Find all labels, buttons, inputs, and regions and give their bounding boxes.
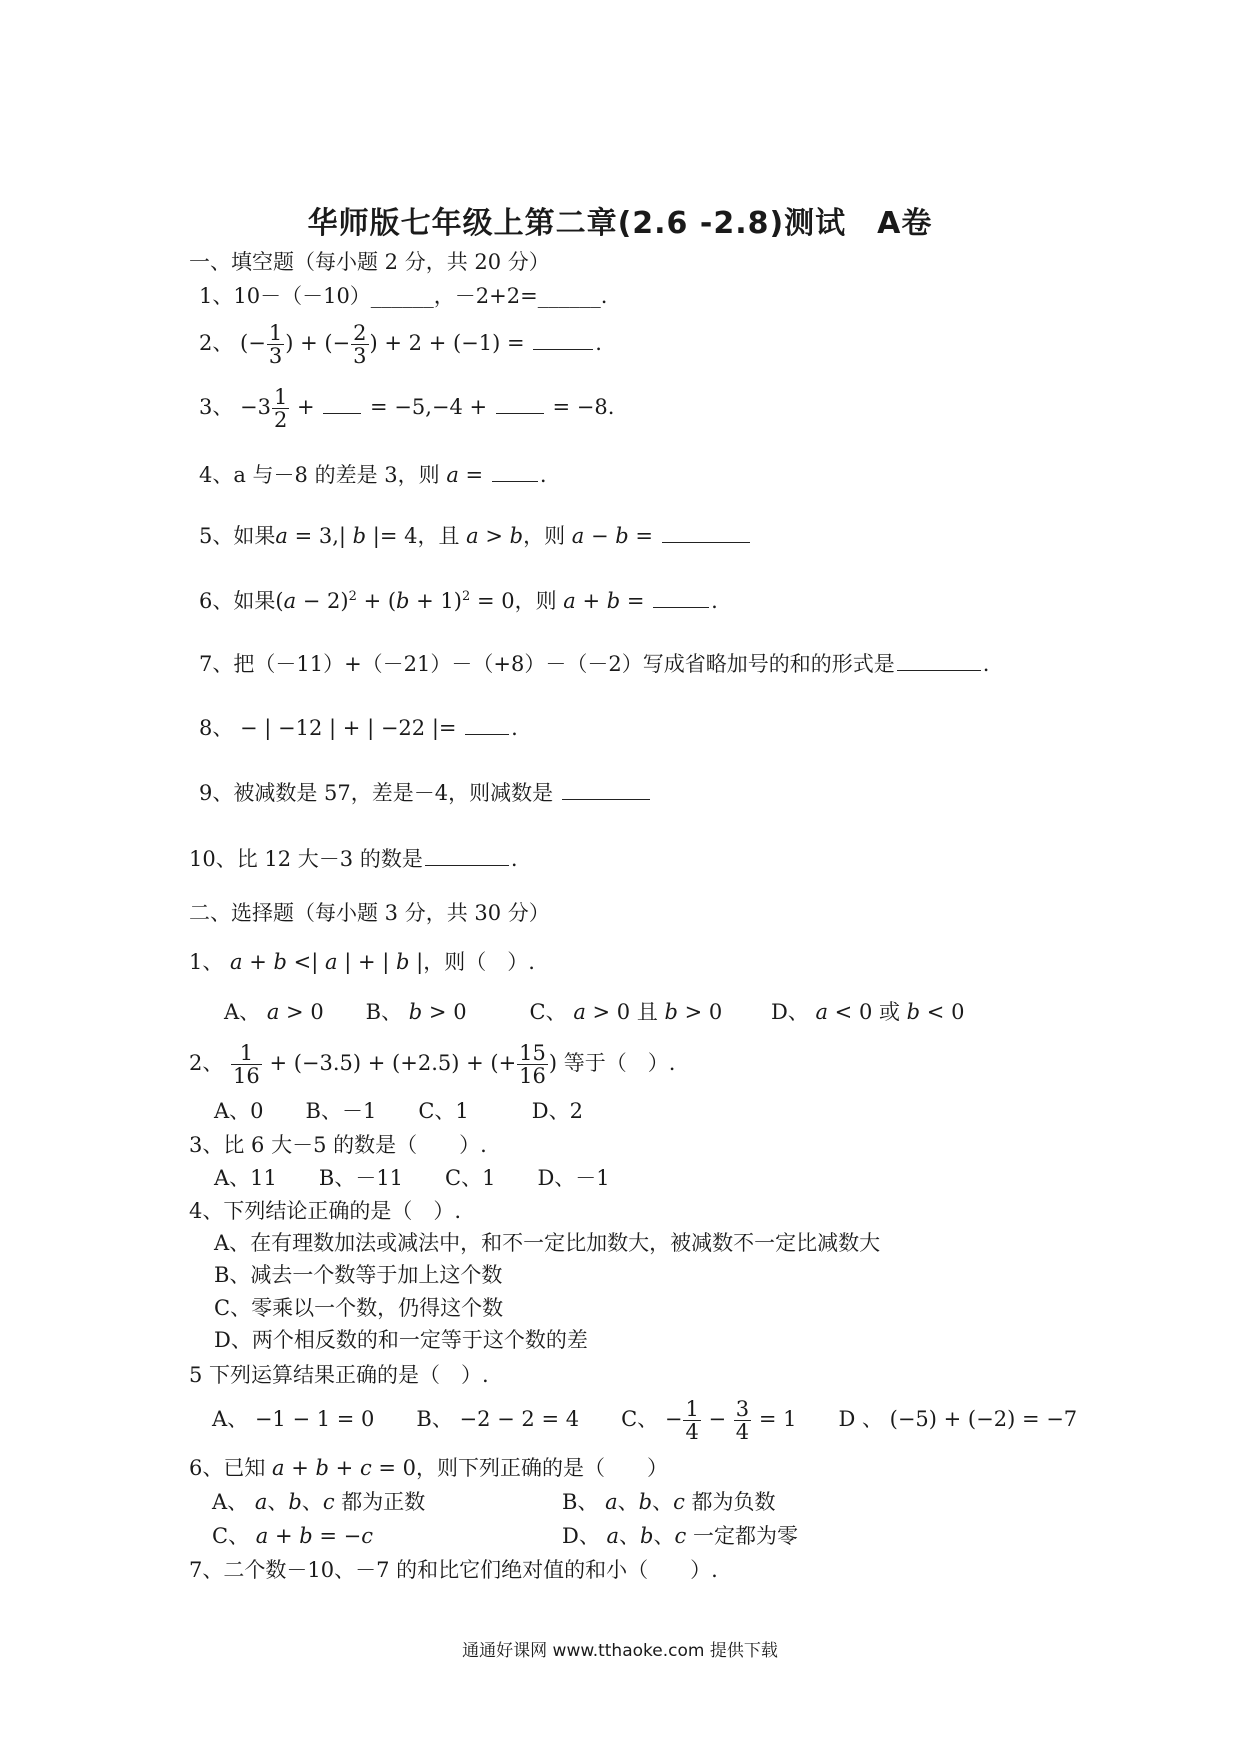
choice-question-5: 5 下列运算结果正确的是（ ）. bbox=[189, 1363, 489, 1387]
fraction: $\frac{2}{3}$ bbox=[353, 321, 367, 369]
choice-question-3: 3、比 6 大－5 的数是（ ）. bbox=[189, 1133, 487, 1157]
choice-question-7: 7、二个数－10、－7 的和比它们绝对值的和小（ ）. bbox=[189, 1558, 718, 1582]
choice-question-6-option-b: B、 a、b、c 都为负数 bbox=[562, 1490, 776, 1514]
fill-question-5: 5、如果a = 3,| b |= 4，且 a > b，则 a − b = bbox=[199, 526, 752, 547]
answer-blank bbox=[465, 733, 509, 735]
answer-blank bbox=[897, 669, 981, 671]
fill-question-1: 1、10－（－10）______，－2+2=______. bbox=[199, 284, 608, 308]
fill-question-4: 4、a 与－8 的差是 3，则 a = . bbox=[199, 463, 547, 487]
choice-question-6-option-d: D、 a、b、c 一定都为零 bbox=[562, 1524, 798, 1548]
choice-question-2-options: A、0 B、－1 C、1 D、2 bbox=[214, 1099, 583, 1123]
choice-question-6-option-c: C、 a + b = −c bbox=[212, 1524, 373, 1548]
fraction: $\frac{15}{16}$ bbox=[519, 1041, 546, 1089]
choice-question-4: 4、下列结论正确的是（ ）. bbox=[189, 1199, 462, 1223]
choice-question-3-options: A、11 B、－11 C、1 D、－1 bbox=[214, 1166, 610, 1190]
choice-question-4-option-a: A、在有理数加法或减法中，和不一定比加数大，被减数不一定比减数大 bbox=[214, 1231, 881, 1255]
answer-blank bbox=[533, 348, 593, 350]
choice-question-6-option-a: A、 a、b、c 都为正数 bbox=[212, 1490, 426, 1514]
fill-question-6: 6、如果$(a - 2)^2 + (b + 1)^2 = 0$，则 a + b = . bbox=[199, 589, 718, 613]
fraction: $\frac{1}{2}$ bbox=[274, 385, 288, 433]
answer-blank bbox=[562, 798, 650, 800]
answer-blank bbox=[496, 412, 544, 414]
section-heading-multiple-choice: 二、选择题（每小题 3 分，共 30 分） bbox=[189, 901, 550, 925]
fill-question-7: 7、把（－11）+（－21）－（+8）－（－2）写成省略加号的和的形式是 . bbox=[199, 652, 990, 676]
choice-question-1-options: A、 a > 0 B、 b > 0 C、 a > 0 且 b > 0 D、 a < 0 或 b < 0 bbox=[224, 1000, 965, 1024]
answer-blank bbox=[323, 412, 361, 414]
fill-question-9: 9、被减数是 57，差是－4，则减数是 bbox=[199, 783, 652, 804]
fraction: $\frac{3}{4}$ bbox=[735, 1397, 750, 1445]
answer-blank bbox=[492, 480, 538, 482]
fill-question-10: 10、比 12 大－3 的数是 . bbox=[189, 847, 518, 871]
choice-question-4-option-b: B、减去一个数等于加上这个数 bbox=[214, 1263, 503, 1287]
fraction: $\frac{1}{16}$ bbox=[233, 1041, 260, 1089]
choice-question-1: 1、 a + b <| a | + | b |，则（ ）. bbox=[189, 950, 535, 974]
choice-question-2: 2、 $\frac{1}{16}$ + (−3.5) + (+2.5) + (+ $\frac{15}{16}$ ) 等于（ ）. bbox=[189, 1041, 676, 1089]
choice-question-4-option-d: D、两个相反数的和一定等于这个数的差 bbox=[214, 1328, 588, 1352]
answer-blank bbox=[662, 541, 750, 543]
page-title: 华师版七年级上第二章(2.6 -2.8)测试 A卷 bbox=[307, 206, 933, 241]
fill-question-3: 3、 −3 $\frac{1}{2}$ + = −5,−4 + = −8. bbox=[199, 385, 615, 433]
fill-question-2: 2、 (− $\frac{1}{3}$ ) + (− $\frac{2}{3}$ ) + 2 + (−1) = . bbox=[199, 321, 602, 369]
fill-question-8: 8、 − | −12 | + | −22 |= . bbox=[199, 716, 518, 740]
answer-blank bbox=[425, 864, 509, 866]
choice-question-6: 6、已知 a + b + c = 0，则下列正确的是（ ） bbox=[189, 1456, 669, 1480]
fraction: $\frac{1}{3}$ bbox=[268, 321, 283, 369]
fraction: $\frac{1}{4}$ bbox=[685, 1397, 699, 1445]
section-heading-fill-in: 一、填空题（每小题 2 分，共 20 分） bbox=[189, 250, 550, 274]
choice-question-5-options: A、 −1 − 1 = 0 B、 −2 − 2 = 4 C、 − $\frac{1}{4}$ − $\frac{3}{4}$ = 1 D 、 (−5) + (−2) = −7 bbox=[212, 1397, 1078, 1445]
choice-question-4-option-c: C、零乘以一个数，仍得这个数 bbox=[214, 1296, 504, 1320]
footer-source-text: 通通好课网 www.tthaoke.com 提供下载 bbox=[462, 1641, 778, 1661]
answer-blank bbox=[653, 606, 709, 608]
